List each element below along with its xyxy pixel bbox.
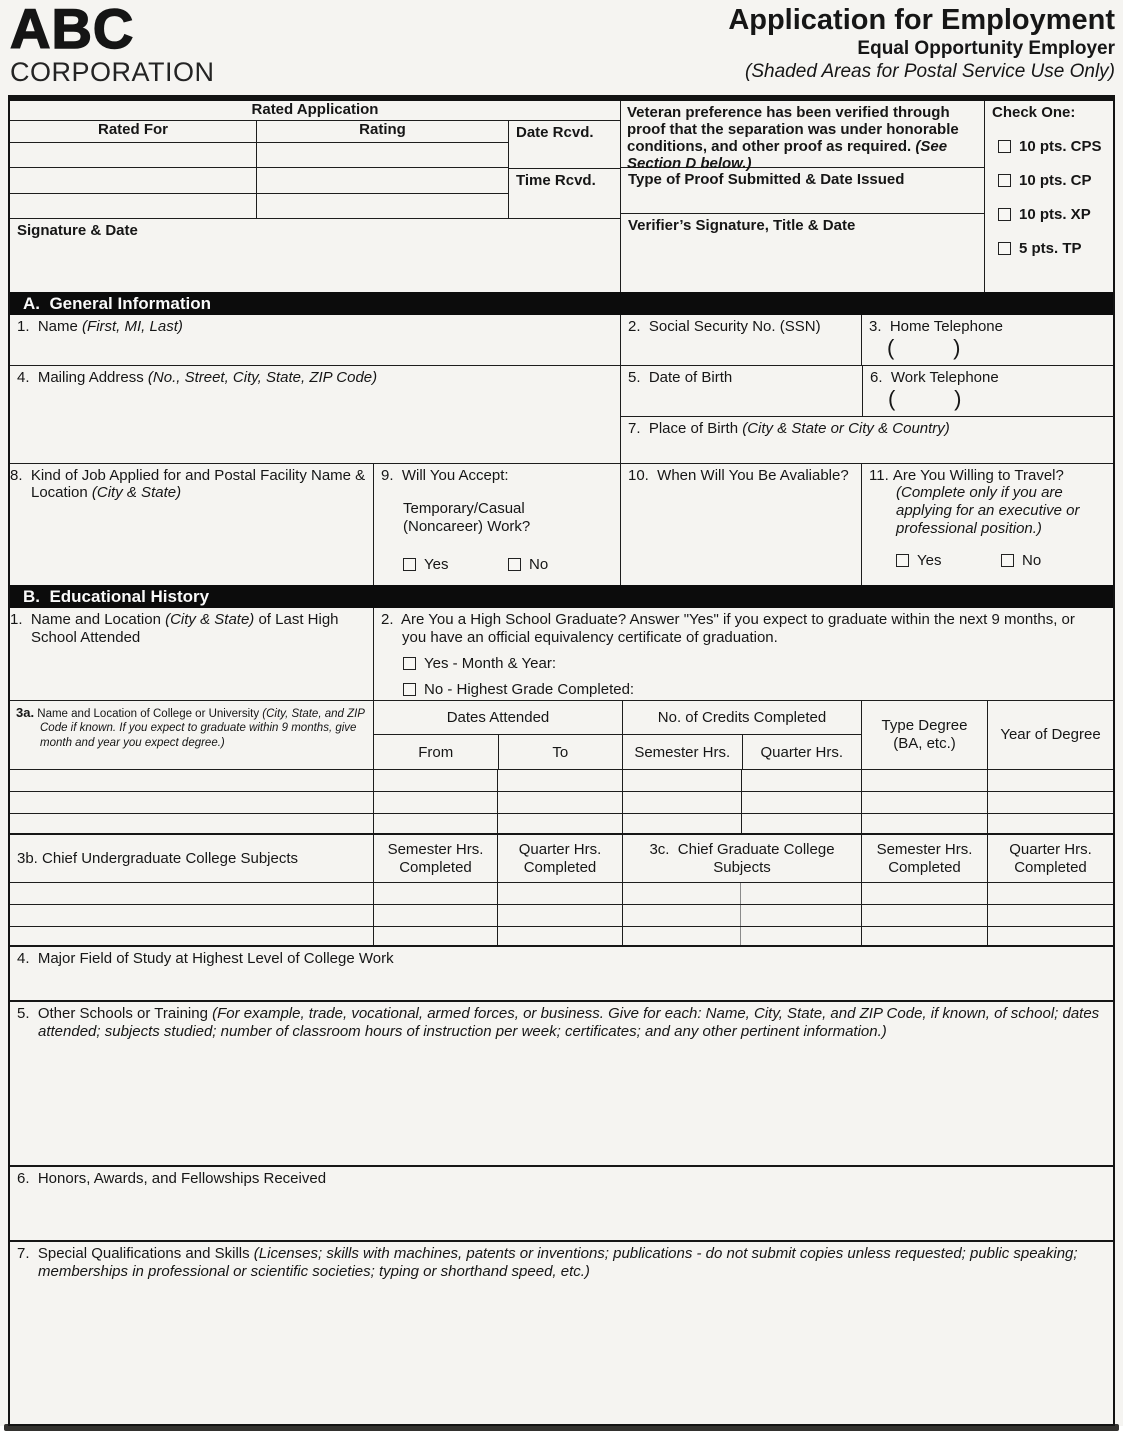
mailing-address-field[interactable] (10, 366, 620, 463)
checkbox-10pts-xp[interactable] (998, 208, 1011, 221)
company-logo (10, 2, 215, 88)
shaded-areas-note: (Shaded Areas for Postal Service Use Only) (745, 60, 1115, 82)
subjects-blank-row (10, 926, 1113, 945)
semester-hrs-cell[interactable] (622, 814, 741, 833)
high-school-label-post: of Last High School Attended (31, 611, 339, 646)
when-available-label: 10. When Will You Be Avaliable? (628, 467, 849, 484)
ssn-field[interactable] (620, 315, 861, 365)
special-qualifications-hint: (Licenses; skills with machines, patents or inventions; publications - do not submit copies unless requested; public speaking; memberships in professional or scientific societies; typing or shorthand speed, etc.) (38, 1245, 1078, 1280)
temporary-casual-label: Temporary/Casual (Noncareer) Work? (403, 500, 531, 535)
year-of-degree-header: Year of Degree (987, 701, 1113, 769)
graduate-subject-cell[interactable] (741, 905, 861, 926)
subjects-table (10, 833, 1113, 945)
checkbox-10pts-cps-label: 10 pts. CPS (1019, 138, 1102, 155)
quarter-hrs-cell[interactable] (741, 770, 861, 791)
undergrad-subject-cell[interactable] (10, 927, 373, 945)
undergrad-subject-cell[interactable] (10, 905, 373, 926)
form-header (10, 2, 1115, 88)
college-header-hint: (City, State, and ZIP Code if known. If you expect to graduate within 9 months, give month and year you expect degree.) (40, 708, 365, 749)
dates-attended-header: Dates Attended (374, 701, 622, 735)
checkbox-10pts-cp-label: 10 pts. CP (1019, 172, 1092, 189)
form-title: Application for Employment (728, 4, 1115, 36)
checkbox-q9-yes[interactable] (403, 558, 416, 571)
credits-completed-header: No. of Credits Completed (623, 701, 861, 735)
to-cell[interactable] (497, 814, 622, 833)
checkbox-q11-no-label: No (1022, 552, 1042, 569)
from-cell[interactable] (373, 792, 497, 813)
college-blank-row (10, 813, 1113, 833)
date-received-label: Date Rcvd. (516, 124, 594, 141)
checkbox-q9-no-label: No (529, 556, 549, 573)
graduate-subject-cell[interactable] (741, 927, 861, 945)
willing-to-travel-label: 11. Are You Willing to Travel? (869, 467, 1064, 484)
honors-awards-label: 6. Honors, Awards, and Fellowships Received (17, 1170, 327, 1187)
rating-row[interactable] (257, 168, 508, 193)
checkbox-10pts-xp-label: 10 pts. XP (1019, 206, 1091, 223)
undergrad-quarter-cell[interactable] (497, 927, 622, 945)
year-degree-cell[interactable] (987, 792, 1113, 813)
work-telephone-label: 6. Work Telephone (870, 369, 999, 386)
undergrad-subject-cell[interactable] (10, 883, 373, 904)
type-degree-cell[interactable] (861, 792, 987, 813)
high-school-label: 1. Name and Location (10, 611, 166, 628)
place-of-birth-label: 7. Place of Birth (628, 420, 743, 437)
checkbox-hs-yes-label: Yes - Month & Year: (424, 655, 557, 672)
place-of-birth-hint: (City & State or City & Country) (742, 420, 950, 437)
name-label-hint: (First, MI, Last) (82, 318, 183, 335)
work-telephone-field[interactable] (862, 366, 1114, 416)
checkbox-hs-yes[interactable] (403, 657, 416, 670)
undergrad-semester-cell[interactable] (373, 927, 497, 945)
signature-date-label: Signature & Date (17, 222, 138, 239)
type-degree-header: Type Degree (BA, etc.) (861, 701, 987, 769)
undergrad-semester-cell[interactable] (373, 883, 497, 904)
home-telephone-field[interactable] (861, 315, 1113, 365)
verifier-signature-label: Verifier’s Signature, Title & Date (628, 217, 856, 234)
rating-row[interactable] (257, 143, 508, 168)
veteran-preference-text (621, 101, 984, 173)
checkbox-q9-yes-label: Yes (424, 556, 449, 573)
undergrad-quarter-cell[interactable] (497, 883, 622, 904)
place-of-birth-field[interactable] (621, 416, 1114, 463)
special-qualifications-field[interactable] (10, 1240, 1113, 1424)
college-table (10, 700, 1113, 833)
will-you-accept-label: 9. Will You Accept: (381, 467, 509, 484)
section-a-row-2 (10, 365, 1113, 463)
semester-hrs-cell[interactable] (622, 792, 741, 813)
checkbox-q11-yes-label: Yes (917, 552, 942, 569)
kind-of-job-hint: (City & State) (91, 484, 182, 501)
section-a-row-3 (10, 463, 1113, 585)
from-cell[interactable] (373, 770, 497, 791)
mailing-address-hint: (No., Street, City, State, ZIP Code) (147, 369, 378, 386)
special-qualifications-label: 7. Special Qualifications and Skills (17, 1245, 254, 1262)
graduate-subject-cell[interactable] (622, 927, 741, 945)
graduate-subject-cell[interactable] (622, 905, 741, 926)
graduate-quarter-cell[interactable] (987, 927, 1113, 945)
graduate-subject-cell[interactable] (622, 883, 741, 904)
rating-row[interactable] (257, 194, 508, 218)
checkbox-hs-no[interactable] (403, 683, 416, 696)
rated-for-header: Rated For (10, 121, 256, 143)
checkbox-10pts-cps[interactable] (998, 140, 1011, 153)
section-a-header: A. General Information (10, 292, 1113, 315)
will-you-accept-field[interactable] (373, 464, 620, 585)
time-received-label: Time Rcvd. (516, 172, 596, 189)
from-header: From (418, 743, 454, 761)
veteran-preference-main: Veteran preference has been verified through proof that the separation was under honorable conditions, and other proof as required. (627, 104, 959, 156)
college-blank-row (10, 769, 1113, 791)
rated-application-section (10, 101, 1113, 292)
from-cell[interactable] (373, 814, 497, 833)
checkbox-q11-no[interactable] (1001, 554, 1014, 567)
verifier-signature-field[interactable] (621, 214, 984, 292)
high-school-hint: (City & State) (165, 611, 255, 628)
when-available-field[interactable] (620, 464, 861, 585)
section-b-header: B. Educational History (10, 585, 1113, 608)
checkbox-10pts-cp[interactable] (998, 174, 1011, 187)
semester-hrs-header: Semester Hrs. (634, 743, 731, 761)
semester-hrs-cell[interactable] (622, 770, 741, 791)
type-degree-cell[interactable] (861, 814, 987, 833)
checkbox-5pts-tp[interactable] (998, 242, 1011, 255)
high-school-field[interactable] (10, 608, 373, 700)
college-name-cell[interactable] (10, 814, 373, 833)
graduate-quarter-header: Quarter Hrs. Completed (987, 835, 1113, 882)
college-header-number: 3a. (16, 705, 35, 720)
form-subtitle: Equal Opportunity Employer (857, 37, 1115, 59)
rating-header: Rating (257, 121, 508, 143)
rated-application-header: Rated Application (10, 101, 620, 121)
checkbox-5pts-tp-label: 5 pts. TP (1019, 240, 1082, 257)
undergrad-quarter-cell[interactable] (497, 905, 622, 926)
graduate-quarter-cell[interactable] (987, 905, 1113, 926)
college-name-cell[interactable] (10, 770, 373, 791)
type-of-proof-field[interactable] (621, 168, 984, 214)
home-telephone-parens: ( ) (887, 335, 963, 360)
quarter-hrs-header: Quarter Hrs. (742, 735, 862, 769)
to-header: To (498, 735, 623, 769)
form-title-block (728, 2, 1115, 88)
date-of-birth-label: 5. Date of Birth (628, 369, 733, 386)
undergrad-quarter-header: Quarter Hrs. Completed (497, 835, 622, 882)
mailing-address-label: 4. Mailing Address (17, 369, 148, 386)
hs-graduate-question: 2. Are You a High School Graduate? Answer "Yes" if you expect to graduate within the next 9 months, or you have an official equivalency certificate of graduation. (381, 611, 1075, 646)
subjects-blank-row (10, 904, 1113, 926)
to-cell[interactable] (497, 770, 622, 791)
quarter-hrs-cell[interactable] (741, 814, 861, 833)
kind-of-job-field[interactable] (10, 464, 373, 585)
check-one-block (984, 101, 1113, 292)
veteran-preference-see-section: (See Section D below.) (627, 138, 948, 173)
graduate-semester-header: Semester Hrs. Completed (861, 835, 987, 882)
rated-for-row[interactable] (10, 168, 256, 193)
checkbox-q11-yes[interactable] (896, 554, 909, 567)
hs-graduate-field (373, 608, 1113, 700)
other-schools-label: 5. Other Schools or Training (17, 1005, 213, 1022)
graduate-subject-cell[interactable] (741, 883, 861, 904)
form-body (8, 95, 1115, 1426)
work-telephone-parens: ( ) (888, 386, 964, 411)
kind-of-job-label: 8. Kind of Job Applied for and Postal Facility Name & Location (10, 467, 366, 501)
graduate-subjects-header: 3c. Chief Graduate College Subjects (622, 835, 861, 882)
section-b-row-1 (10, 608, 1113, 700)
graduate-quarter-cell[interactable] (987, 883, 1113, 904)
to-cell[interactable] (497, 792, 622, 813)
name-label: 1. Name (17, 318, 83, 335)
ssn-label: 2. Social Security No. (SSN) (628, 318, 821, 335)
graduate-semester-cell[interactable] (861, 883, 987, 904)
college-name-cell[interactable] (10, 792, 373, 813)
logo-abc: ABC (10, 0, 135, 60)
undergrad-semester-cell[interactable] (373, 905, 497, 926)
checkbox-hs-no-label: No - Highest Grade Completed: (424, 681, 635, 698)
quarter-hrs-cell[interactable] (741, 792, 861, 813)
college-name-header (10, 701, 373, 769)
check-one-label: Check One: (992, 104, 1076, 121)
willing-to-travel-hint: (Complete only if you are applying for an executive or professional position.) (896, 484, 1080, 537)
section-a-row-1 (10, 315, 1113, 365)
type-degree-cell[interactable] (861, 770, 987, 791)
major-field-of-study-label: 4. Major Field of Study at Highest Level of College Work (17, 950, 394, 967)
college-header-text: Name and Location of College or University (37, 708, 263, 720)
date-of-birth-field[interactable] (621, 366, 862, 416)
date-received-field[interactable] (509, 121, 620, 169)
signature-date-field[interactable] (10, 218, 620, 292)
undergrad-subjects-header: 3b. Chief Undergraduate College Subjects (17, 850, 299, 867)
checkbox-q9-no[interactable] (508, 558, 521, 571)
undergrad-semester-header: Semester Hrs. Completed (373, 835, 497, 882)
graduate-semester-cell[interactable] (861, 927, 987, 945)
subjects-blank-row (10, 882, 1113, 904)
type-of-proof-label: Type of Proof Submitted & Date Issued (628, 171, 905, 188)
honors-awards-field[interactable] (10, 1165, 1113, 1240)
other-schools-field[interactable] (10, 1000, 1113, 1165)
rated-for-row[interactable] (10, 194, 256, 218)
college-blank-row (10, 791, 1113, 813)
home-telephone-label: 3. Home Telephone (869, 318, 1003, 335)
graduate-semester-cell[interactable] (861, 905, 987, 926)
rated-for-row[interactable] (10, 143, 256, 168)
time-received-field[interactable] (509, 169, 620, 218)
year-degree-cell[interactable] (987, 770, 1113, 791)
veteran-preference-block (620, 101, 984, 292)
name-field[interactable] (10, 315, 620, 365)
year-degree-cell[interactable] (987, 814, 1113, 833)
logo-corporation: CORPORATION (10, 57, 215, 88)
major-field-of-study-field[interactable] (10, 945, 1113, 1000)
other-schools-hint: (For example, trade, vocational, armed forces, or business. Give for each: Name, City, State, and ZIP Code, if known, of school; dates attended; subjects studied; number of classroom hours of instruction per week; certificates; and any other pertinent information.) (38, 1005, 1100, 1040)
willing-to-travel-field[interactable] (861, 464, 1113, 585)
rated-application-table (10, 101, 620, 292)
